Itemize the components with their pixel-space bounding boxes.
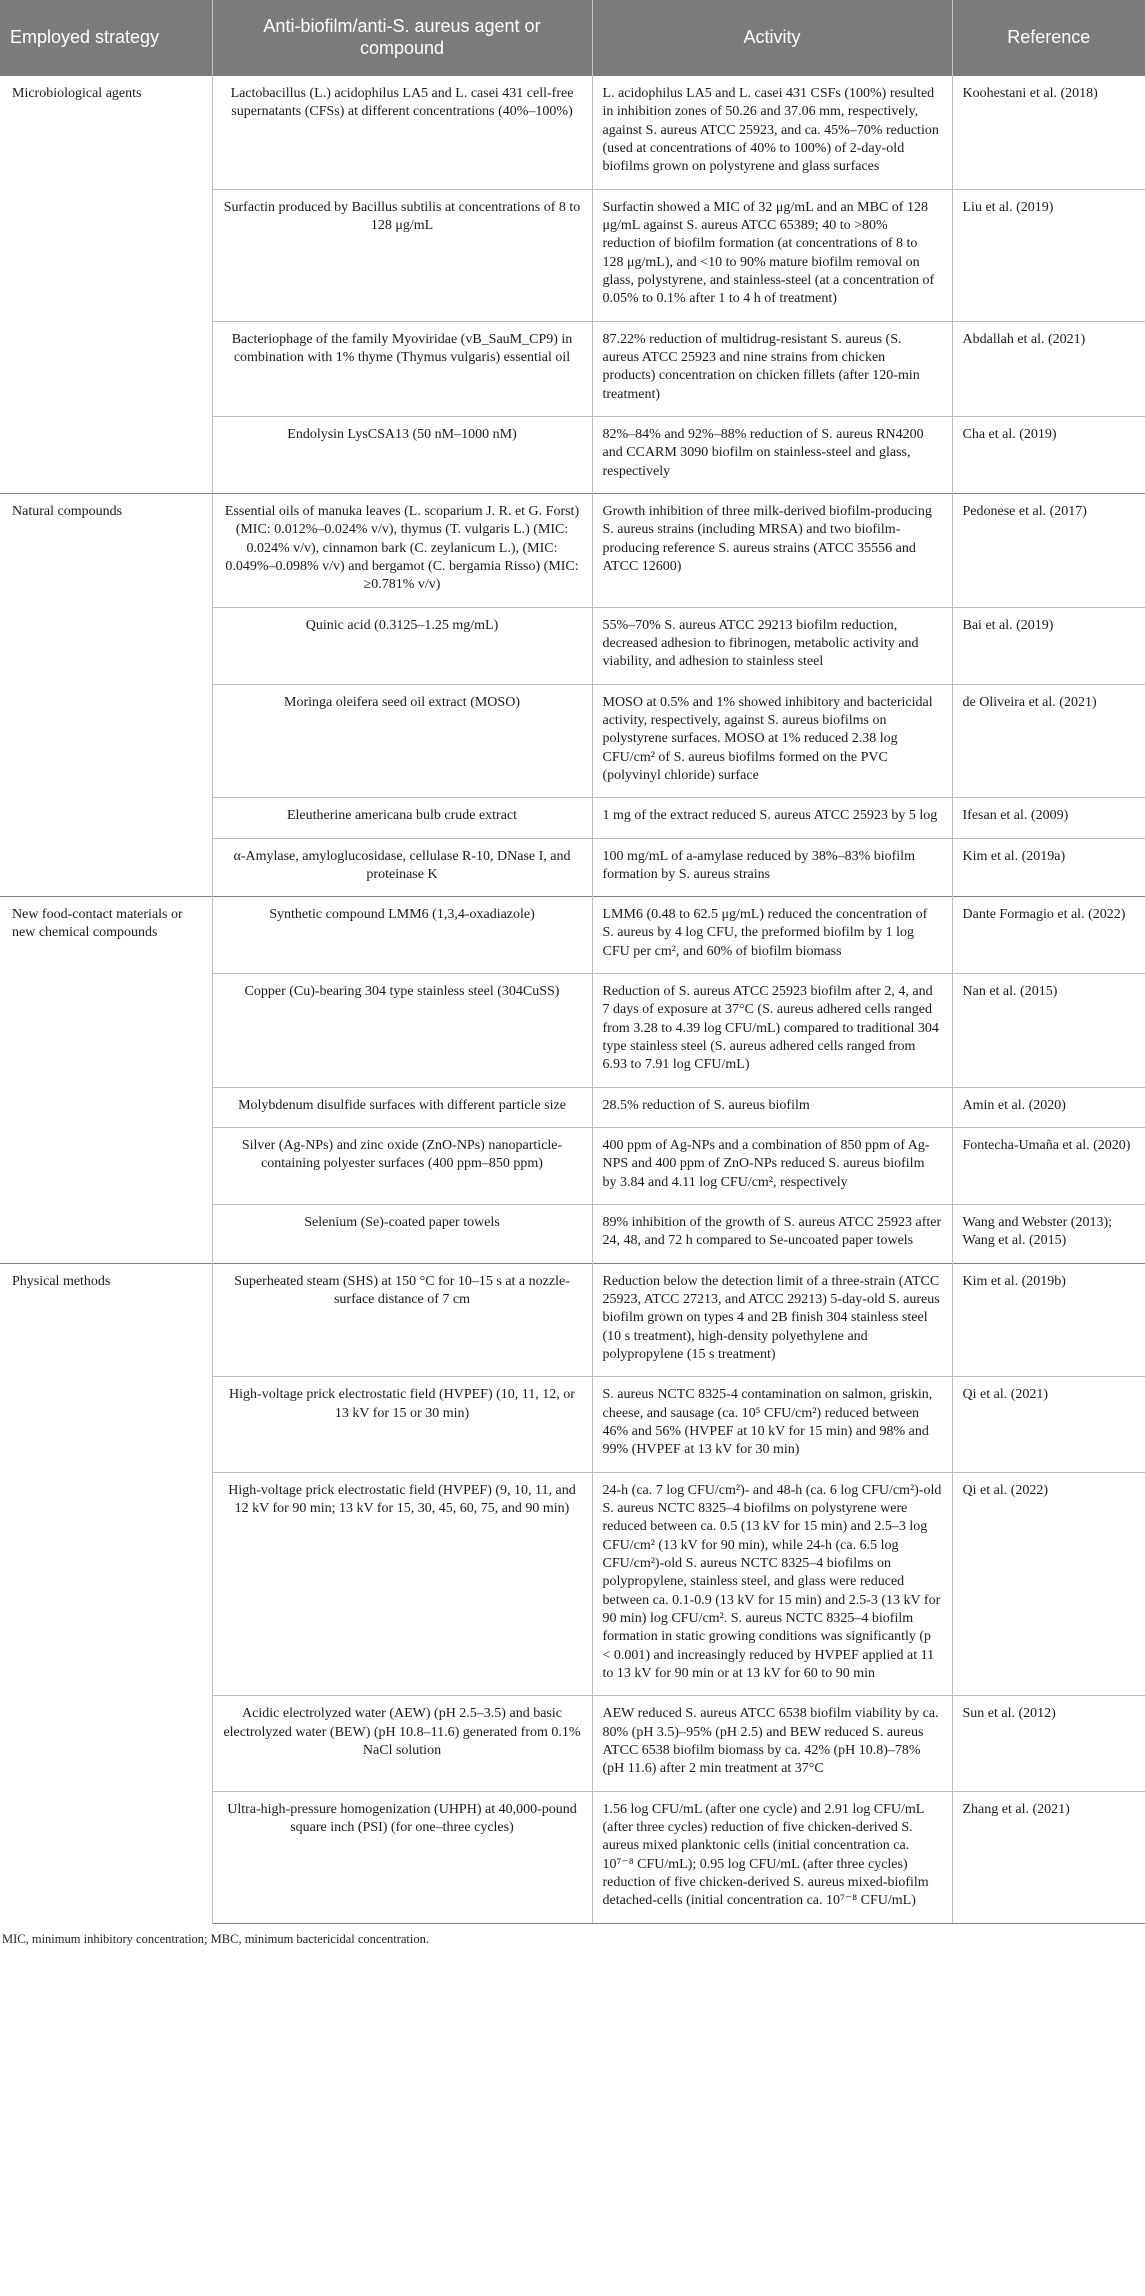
agent-cell: Essential oils of manuka leaves (L. scoparium J. R. et G. Forst) (MIC: 0.012%–0.024% v/v), thymus (T. vulgaris L.) (MIC: 0.024% v/v), cinnamon bark (C. zeylanicum L.), (MIC: 0.049%–0.098% v/v) and bergamot (C. bergamia Risso) (MIC: ≥0.781% v/v) [212, 493, 592, 607]
activity-cell: 55%–70% S. aureus ATCC 29213 biofilm reduction, decreased adhesion to fibrinogen, metabolic activity and viability, and adhesion to stainless steel [592, 607, 952, 684]
agent-cell: High-voltage prick electrostatic field (HVPEF) (10, 11, 12, or 13 kV for 15 or 30 min) [212, 1377, 592, 1472]
header-row [0, 0, 1145, 76]
agent-cell: Silver (Ag-NPs) and zinc oxide (ZnO-NPs) nanoparticle-containing polyester surfaces (400 ppm–850 ppm) [212, 1128, 592, 1205]
table-row [0, 897, 1145, 974]
agent-cell: α-Amylase, amyloglucosidase, cellulase R-10, DNase I, and proteinase K [212, 838, 592, 897]
reference-cell: Kim et al. (2019b) [952, 1263, 1145, 1377]
reference-cell: Zhang et al. (2021) [952, 1791, 1145, 1923]
reference-cell: Ifesan et al. (2009) [952, 798, 1145, 838]
reference-cell: Sun et al. (2012) [952, 1696, 1145, 1791]
header-activity: Activity [592, 0, 952, 76]
header-strategy: Employed strategy [0, 0, 212, 76]
activity-cell: 1.56 log CFU/mL (after one cycle) and 2.91 log CFU/mL (after three cycles) reduction of five chicken-derived S. aureus mixed planktonic cells (initial concentration ca. 10⁷⁻⁸ CFU/mL); 0.95 log CFU/mL (after three cycles) reduction of five chicken-derived S. aureus mixed-biofilm detached-cells (initial concentration ca. 10⁷⁻⁸ CFU/mL) [592, 1791, 952, 1923]
reference-cell: Qi et al. (2021) [952, 1377, 1145, 1472]
reference-cell: Fontecha-Umaña et al. (2020) [952, 1128, 1145, 1205]
agent-cell: High-voltage prick electrostatic field (HVPEF) (9, 10, 11, and 12 kV for 90 min; 13 kV for 15, 30, 45, 60, 75, and 90 min) [212, 1472, 592, 1696]
activity-cell: 89% inhibition of the growth of S. aureus ATCC 25923 after 24, 48, and 72 h compared to Se-uncoated paper towels [592, 1205, 952, 1264]
table-row [0, 493, 1145, 607]
strategy-cell: Microbiological agents [0, 76, 212, 493]
agent-cell: Copper (Cu)-bearing 304 type stainless steel (304CuSS) [212, 974, 592, 1088]
table-body [0, 76, 1145, 1923]
activity-cell: 82%–84% and 92%–88% reduction of S. aureus RN4200 and CCARM 3090 biofilm on stainless-steel and glass, respectively [592, 416, 952, 493]
agent-cell: Molybdenum disulfide surfaces with different particle size [212, 1087, 592, 1127]
header-agent: Anti-biofilm/anti-S. aureus agent or compound [212, 0, 592, 76]
reference-cell: Pedonese et al. (2017) [952, 493, 1145, 607]
activity-cell: 100 mg/mL of a-amylase reduced by 38%–83% biofilm formation by S. aureus strains [592, 838, 952, 897]
reference-cell: Dante Formagio et al. (2022) [952, 897, 1145, 974]
table-footnote: MIC, minimum inhibitory concentration; MBC, minimum bactericidal concentration. [2, 1931, 430, 1946]
activity-cell: Growth inhibition of three milk-derived biofilm-producing S. aureus strains (including MRSA) and two biofilm-producing reference S. aureus strains (ATCC 35556 and ATCC 12600) [592, 493, 952, 607]
activity-cell: S. aureus NCTC 8325-4 contamination on salmon, griskin, cheese, and sausage (ca. 10⁵ CFU/cm²) reduced between 46% and 56% (HVPEF at 10 kV for 15 min) and 98% and 99% (HVPEF at 13 kV for 30 min) [592, 1377, 952, 1472]
agent-cell: Acidic electrolyzed water (AEW) (pH 2.5–3.5) and basic electrolyzed water (BEW) (pH 10.8–11.6) generated from 0.1% NaCl solution [212, 1696, 592, 1791]
activity-cell: LMM6 (0.48 to 62.5 μg/mL) reduced the concentration of S. aureus by 4 log CFU, the preformed biofilm by 1 log CFU per cm², and 60% of biofilm biomass [592, 897, 952, 974]
activity-cell: AEW reduced S. aureus ATCC 6538 biofilm viability by ca. 80% (pH 3.5)–95% (pH 2.5) and BEW reduced S. aureus ATCC 6538 biofilm biomass by ca. 42% (pH 10.8)–78% (pH 11.6) after 2 min treatment at 37°C [592, 1696, 952, 1791]
agent-cell: Ultra-high-pressure homogenization (UHPH) at 40,000-pound square inch (PSI) (for one–three cycles) [212, 1791, 592, 1923]
reference-cell: Qi et al. (2022) [952, 1472, 1145, 1696]
agent-cell: Selenium (Se)-coated paper towels [212, 1205, 592, 1264]
activity-cell: Reduction below the detection limit of a three-strain (ATCC 25923, ATCC 27213, and ATCC 29213) 5-day-old S. aureus biofilm grown on types 4 and 2B finish 304 stainless steel (10 s treatment), high-density polyethylene and polypropylene (15 s treatment) [592, 1263, 952, 1377]
strategy-cell: Physical methods [0, 1263, 212, 1923]
strategy-cell: New food-contact materials or new chemical compounds [0, 897, 212, 1264]
reference-cell: Abdallah et al. (2021) [952, 321, 1145, 416]
activity-cell: Surfactin showed a MIC of 32 μg/mL and an MBC of 128 μg/mL against S. aureus ATCC 65389; 40 to >80% reduction of biofilm formation (at concentrations of 8 to 128 μg/mL), and <10 to 90% mature biofilm removal on glass, polystyrene, and stainless-steel (at a concentration of 0.05% to 0.1% after 1 to 4 h of treatment) [592, 189, 952, 321]
agent-cell: Synthetic compound LMM6 (1,3,4-oxadiazole) [212, 897, 592, 974]
activity-cell: L. acidophilus LA5 and L. casei 431 CSFs (100%) resulted in inhibition zones of 50.26 and 37.06 mm, respectively, against S. aureus ATCC 25923, and ca. 45%–70% reduction (used at concentrations of 40% to 100%) of 2-day-old biofilms grown on polystyrene and glass surfaces [592, 76, 952, 189]
reference-cell: Bai et al. (2019) [952, 607, 1145, 684]
reference-cell: de Oliveira et al. (2021) [952, 684, 1145, 798]
agent-cell: Lactobacillus (L.) acidophilus LA5 and L. casei 431 cell-free supernatants (CFSs) at different concentrations (40%–100%) [212, 76, 592, 189]
table-row [0, 1263, 1145, 1377]
reference-cell: Liu et al. (2019) [952, 189, 1145, 321]
reference-cell: Amin et al. (2020) [952, 1087, 1145, 1127]
activity-cell: 24-h (ca. 7 log CFU/cm²)- and 48-h (ca. 6 log CFU/cm²)-old S. aureus NCTC 8325–4 biofilms on polystyrene were reduced between ca. 0.5 (13 kV for 15 min) and 2.5–3 log CFU/cm² (13 kV for 90 min), while 24-h (ca. 6.5 log CFU/cm²)-old S. aureus NCTC 8325–4 biofilms on polypropylene, stainless steel, and glass were reduced between ca. 0.1-0.9 (13 kV for 15 min) and 2.5-3 (13 kV for 90 min) log CFU/cm². S. aureus NCTC 8325–4 biofilm formation in static growing conditions was significantly (p < 0.001) and increasingly reduced by HVPEF applied at 11 to 13 kV for 90 min or at 13 kV for 60 to 90 min [592, 1472, 952, 1696]
table-row [0, 76, 1145, 189]
agent-cell: Bacteriophage of the family Myoviridae (vB_SauM_CP9) in combination with 1% thyme (Thymus vulgaris) essential oil [212, 321, 592, 416]
activity-cell: 1 mg of the extract reduced S. aureus ATCC 25923 by 5 log [592, 798, 952, 838]
activity-cell: 87.22% reduction of multidrug-resistant S. aureus (S. aureus ATCC 25923 and nine strains from chicken products) concentration on chicken fillets (after 120-min treatment) [592, 321, 952, 416]
agent-cell: Moringa oleifera seed oil extract (MOSO) [212, 684, 592, 798]
activity-cell: 400 ppm of Ag-NPs and a combination of 850 ppm of Ag-NPS and 400 ppm of ZnO-NPs reduced S. aureus biofilm by 3.84 and 4.11 log CFU/cm², respectively [592, 1128, 952, 1205]
agent-cell: Quinic acid (0.3125–1.25 mg/mL) [212, 607, 592, 684]
reference-cell: Koohestani et al. (2018) [962, 86, 1098, 101]
reference-cell: Wang and Webster (2013); Wang et al. (2015) [952, 1205, 1145, 1264]
strategy-cell: Natural compounds [0, 493, 212, 896]
agent-cell: Superheated steam (SHS) at 150 °C for 10–15 s at a nozzle-surface distance of 7 cm [212, 1263, 592, 1377]
agent-cell: Surfactin produced by Bacillus subtilis at concentrations of 8 to 128 μg/mL [212, 189, 592, 321]
agent-cell: Eleutherine americana bulb crude extract [212, 798, 592, 838]
header-reference: Reference [952, 0, 1145, 76]
reference-cell: Cha et al. (2019) [952, 416, 1145, 493]
reference-cell: Kim et al. (2019a) [952, 838, 1145, 897]
table-header [0, 0, 1145, 76]
activity-cell: 28.5% reduction of S. aureus biofilm [592, 1087, 952, 1127]
reference-cell: Nan et al. (2015) [952, 974, 1145, 1088]
agent-cell: Endolysin LysCSA13 (50 nM–1000 nM) [212, 416, 592, 493]
activity-cell: Reduction of S. aureus ATCC 25923 biofilm after 2, 4, and 7 days of exposure at 37°C (S. aureus adhered cells ranged from 3.28 to 4.39 log CFU/mL) compared to traditional 304 type stainless steel (S. aureus adhered cells ranged from 6.93 to 7.91 log CFU/mL) [592, 974, 952, 1088]
activity-cell: MOSO at 0.5% and 1% showed inhibitory and bactericidal activity, respectively, against S. aureus biofilms on polystyrene surfaces. MOSO at 1% reduced 2.38 log CFU/cm² of S. aureus biofilms formed on the PVC (polyvinyl chloride) surface [592, 684, 952, 798]
